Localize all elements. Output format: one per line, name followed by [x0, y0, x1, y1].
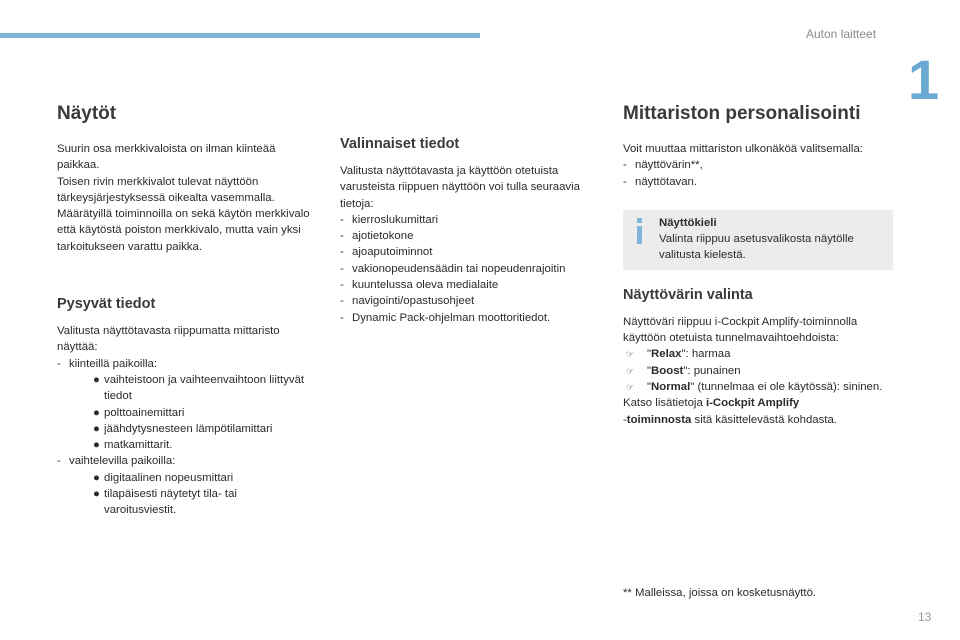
column-optional-info	[340, 135, 605, 326]
permanent-lead: Valitusta näyttötavasta riippumatta mittaristo näyttää:	[57, 325, 280, 354]
list-item: - näyttövärin**,	[623, 159, 703, 172]
heading-permanent-info: Pysyvät tiedot	[57, 296, 156, 313]
heading-color-choice: Näyttövärin valinta	[623, 286, 753, 303]
page-number: 13	[918, 610, 932, 624]
list-item: ● jäähdytysnesteen lämpötilamittari	[93, 422, 273, 435]
info-text: Valinta riippuu asetusvalikosta näytölle valitusta kielestä.	[659, 233, 854, 262]
optional-lead: Valitusta näyttötavasta ja käyttöön otetuista varusteista riippuen näyttöön voi tulla seuraavia tietoja:	[340, 165, 580, 210]
list-item: - ajoaputoiminnot	[340, 246, 433, 259]
optional-list	[340, 212, 605, 326]
pointer-icon: ☞	[626, 365, 635, 376]
list-item: ● digitaalinen nopeusmittari	[93, 471, 234, 484]
list-item: - kuuntelussa oleva medialaite	[340, 279, 499, 292]
list-item: - näyttötavan.	[623, 175, 698, 188]
list-item: - ajotietokone	[340, 230, 414, 243]
header-accent-bar	[0, 33, 480, 38]
list-item: ☞ "Normal" (tunnelmaa ei ole käytössä): sininen.	[623, 379, 893, 395]
footnote: ** Malleissa, joissa on kosketusnäyttö.	[623, 587, 817, 599]
list-item: - navigointi/opastusohjeet	[340, 295, 475, 308]
pointer-icon: ☞	[626, 349, 635, 360]
list-item: ● tilapäisesti näytetyt tila- tai varoitusviestit.	[93, 488, 237, 517]
list-item: ● vaihteistoon ja vaihteenvaihtoon liittyvät tiedot	[93, 373, 305, 403]
list-item: ● matkamittarit.	[93, 439, 173, 452]
list-item: - Dynamic Pack-ohjelman moottoritiedot.	[340, 311, 551, 324]
chapter-number: 1	[908, 48, 940, 111]
list-item: - kiinteillä paikoilla: ● vaihteistoon ja vaihteenvaihtoon liittyvät tiedot ● polttoainemittari ● jäähdytysnesteen lämpötilamittari ● matkamittarit.	[57, 356, 312, 454]
list-item: ☞ "Relax": harmaa	[623, 346, 893, 362]
intro-text: Suurin osa merkkivaloista on ilman kiinteää paikkaa. Toisen rivin merkkivalot tulevat näyttöön tärkeysjärjestyksessä oikealta vasemmalla. Määrätyillä toiminnoilla on sekä käytön merkkivalo että käytöstä poiston merkkivalo, mutta vain yksi tarkoitukseen varattu paikka.	[57, 143, 310, 253]
color-lead: Näyttöväri riippuu i-Cockpit Amplify-toiminnolla käyttöön otetuista tunnelmavaihtoehdoista:	[623, 315, 858, 345]
pointer-icon: ☞	[626, 381, 635, 392]
color-options	[623, 346, 893, 395]
column-personalisation	[623, 103, 893, 428]
permanent-groups	[57, 356, 312, 519]
list-item: - vaihtelevilla paikoilla: ● digitaalinen nopeusmittari ● tilapäisesti näytetyt tila- tai varoitusviestit.	[57, 453, 312, 518]
see-also-text: Katso lisätietoja i-Cockpit Amplify -toiminnosta sitä käsittelevästä kohdasta.	[623, 397, 837, 426]
heading-personalisation: Mittariston personalisointi	[623, 103, 861, 124]
info-title: Näyttökieli	[659, 216, 717, 229]
personalisation-list	[623, 157, 893, 190]
list-item: - vakionopeudensäädin tai nopeudenrajoitin	[340, 262, 566, 275]
personalisation-lead: Voit muuttaa mittariston ulkonäköä valitsemalla:	[623, 143, 863, 155]
heading-displays: Näytöt	[57, 103, 117, 124]
column-displays	[57, 103, 312, 519]
info-icon	[635, 218, 644, 244]
list-item: ☞ "Boost": punainen	[623, 363, 893, 379]
list-item: - kierroslukumittari	[340, 213, 439, 226]
heading-optional-info: Valinnaiset tiedot	[340, 136, 460, 152]
list-item: ● polttoainemittari	[93, 406, 185, 419]
info-box-language	[623, 210, 893, 270]
section-label: Auton laitteet	[806, 27, 877, 41]
